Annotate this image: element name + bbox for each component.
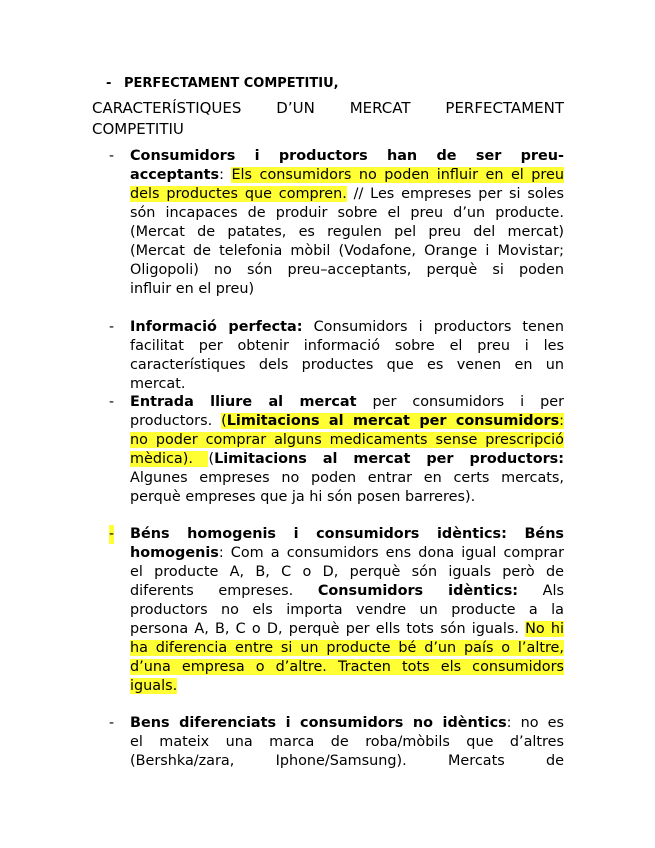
text-line	[130, 601, 564, 620]
list-item-homogeneous-goods	[92, 525, 564, 696]
text-run: Béns homogenis i consumidors idèntics: Béns	[130, 526, 564, 542]
list-item-perfect-information	[92, 318, 564, 394]
text-run: productors.	[130, 413, 222, 429]
text-run: Oligopoli) no són preu–acceptants, perquè si poden	[130, 262, 564, 278]
highlighted-text: ha diferencia entre si un producte bé d’un país o l’altre,	[130, 640, 564, 656]
list-item-price-takers	[92, 147, 564, 299]
highlighted-text: no poder comprar alguns medicaments sense prescripció	[130, 432, 564, 448]
highlighted-text: mèdica).	[130, 451, 209, 467]
text-line	[130, 393, 564, 412]
highlighted-text: iguals.	[130, 678, 178, 694]
text-run: mercat.	[130, 376, 186, 392]
list-item-text	[130, 393, 564, 507]
list-bullet: -	[109, 715, 115, 731]
list-bullet: -	[109, 526, 115, 542]
list-bullet: -	[109, 148, 115, 164]
text-line	[130, 261, 564, 280]
text-line	[130, 166, 564, 185]
text-line	[130, 582, 564, 601]
text-run: (Bershka/zara, Iphone/Samsung). Mercats de	[130, 753, 564, 769]
page-title	[92, 98, 564, 140]
text-line	[130, 658, 564, 677]
text-run: Bens diferenciats i consumidors no idèntics	[130, 715, 507, 731]
text-line	[130, 544, 564, 563]
text-line	[130, 242, 564, 261]
text-line	[130, 563, 564, 582]
text-run: (Mercat de patates, es regulen pel preu del mercat)	[130, 224, 564, 240]
list-item-differentiated-goods	[92, 714, 564, 771]
list-item-text	[130, 147, 564, 299]
text-line	[130, 677, 564, 696]
text-run: productors no els importa vendre un producte a la	[130, 602, 564, 618]
text-run: Consumidors i productors han de ser preu-	[130, 148, 564, 164]
text-run: persona A, B, C o D, perquè per ells tots són iguals.	[130, 621, 526, 637]
text-run: Consumidors i productors tenen	[302, 319, 564, 335]
text-run: influir en el preu)	[130, 281, 255, 297]
title-line-1: CARACTERÍSTIQUES D’UN MERCAT PERFECTAMENT	[92, 99, 564, 117]
text-run: :	[219, 167, 232, 183]
text-line	[130, 714, 564, 733]
highlighted-text: d’una empresa o d’altre. Tracten tots els consumidors	[130, 659, 564, 675]
text-line	[130, 412, 564, 431]
heading-dash: -	[106, 76, 112, 91]
text-run: Entrada lliure al mercat	[130, 394, 357, 410]
highlighted-text: dels productes que compren.	[130, 186, 347, 202]
text-run: (	[208, 451, 215, 467]
text-run: perquè empreses que ja hi són posen barreres).	[130, 489, 476, 505]
text-run: acceptants	[130, 167, 220, 183]
list-bullet: -	[109, 319, 115, 335]
highlighted-text: (	[221, 413, 227, 429]
text-run: : Com a consumidors ens dona igual comprar	[218, 545, 564, 561]
text-line	[130, 318, 564, 337]
text-line	[130, 752, 564, 771]
text-run: Informació perfecta:	[130, 319, 303, 335]
text-run: facilitat per obtenir informació sobre el preu i les	[130, 338, 564, 354]
text-run: característiques dels productes que es venen en un	[130, 357, 564, 373]
list-bullet: -	[109, 394, 115, 410]
list-item-text	[130, 714, 564, 771]
list-item-text	[130, 318, 564, 394]
text-line	[130, 147, 564, 166]
text-run: Algunes empreses no poden entrar en certs mercats,	[130, 470, 564, 486]
text-run: homogenis	[130, 545, 219, 561]
text-line	[130, 337, 564, 356]
text-run: Als	[518, 583, 564, 599]
text-line	[130, 469, 564, 488]
text-line	[130, 375, 564, 394]
text-run: per consumidors i per	[356, 394, 564, 410]
highlighted-text: Els consumidors no poden influir en el preu	[231, 167, 564, 183]
section-heading	[106, 76, 339, 91]
text-run: són incapaces de produir sobre el preu d’un producte.	[130, 205, 564, 221]
title-line-2: COMPETITIU	[92, 120, 184, 138]
text-run: el producte A, B, C o D, perquè són iguals però de	[130, 564, 564, 580]
text-line	[130, 431, 564, 450]
text-run: // Les empreses per si soles	[346, 186, 564, 202]
text-line	[130, 488, 564, 507]
list-item-text	[130, 525, 564, 696]
text-run: Consumidors idèntics:	[317, 583, 519, 599]
highlighted-text: Limitacions al mercat per consumidors	[226, 413, 560, 429]
text-line	[130, 356, 564, 375]
text-line	[130, 223, 564, 242]
text-run: diferents empreses.	[130, 583, 318, 599]
text-line	[130, 733, 564, 752]
text-run: (Mercat de telefonia mòbil (Vodafone, Orange i Movistar;	[130, 243, 564, 259]
text-line	[130, 525, 564, 544]
heading-text: PERFECTAMENT COMPETITIU,	[124, 76, 339, 91]
text-line	[130, 639, 564, 658]
text-run: : no es	[506, 715, 564, 731]
text-run: Limitacions al mercat per productors:	[214, 451, 564, 467]
highlighted-text: No hi	[525, 621, 564, 637]
text-line	[130, 204, 564, 223]
highlighted-text: :	[559, 413, 564, 429]
text-line	[130, 280, 564, 299]
text-line	[130, 620, 564, 639]
text-line	[130, 450, 564, 469]
list-item-free-entry	[92, 393, 564, 507]
text-line	[130, 185, 564, 204]
text-run: el mateix una marca de roba/mòbils que d’altres	[130, 734, 564, 750]
